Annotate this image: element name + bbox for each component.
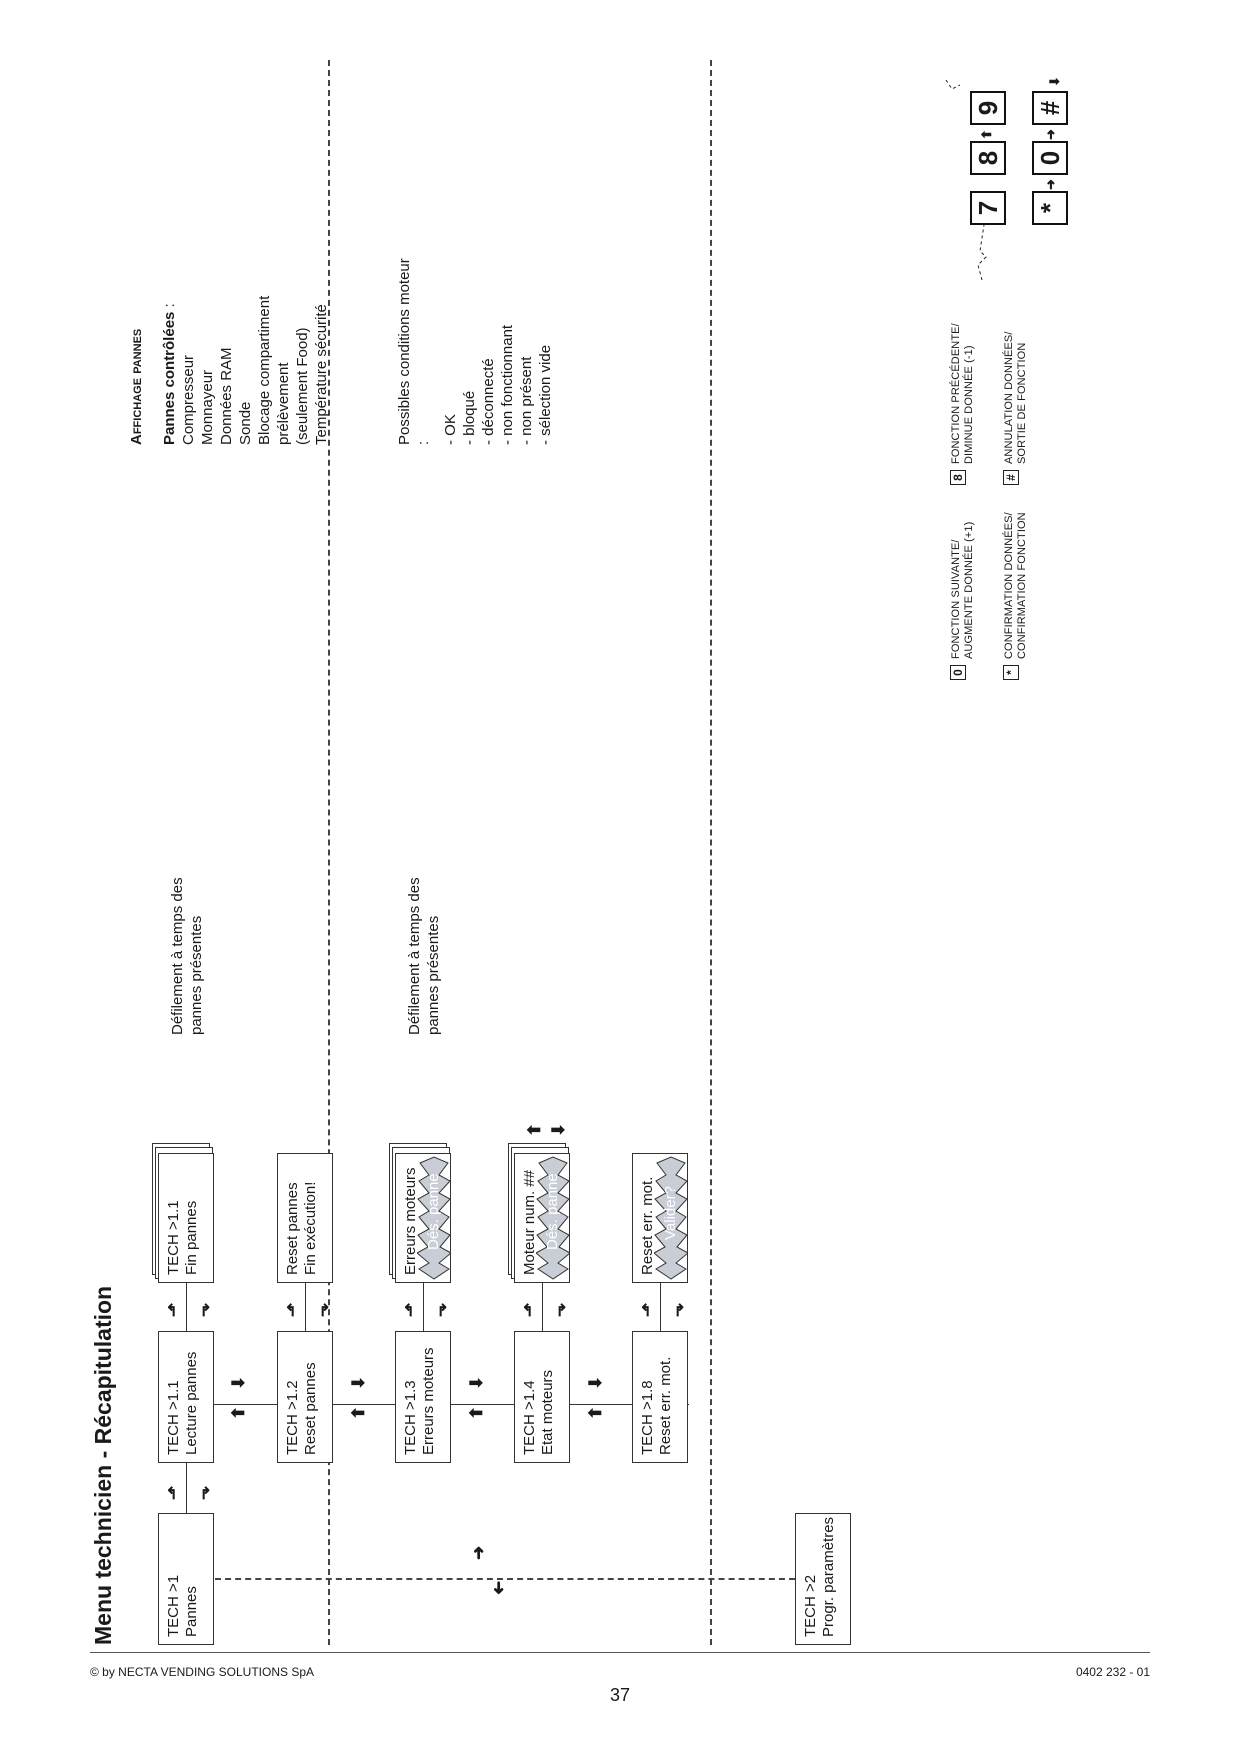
box-line: Pannes — [183, 1586, 200, 1637]
result-box-2 — [277, 1153, 333, 1283]
arrow-down-icon: ⬎ — [194, 1302, 213, 1317]
box-line: Fin pannes — [183, 1200, 200, 1275]
arrow-down-icon: ⬇ — [586, 1375, 605, 1390]
footer-rule — [90, 1652, 1150, 1653]
legend-line: FONCTION SUIVANTE/ — [950, 539, 962, 659]
arrow-up-icon: ⬆ — [467, 1405, 486, 1420]
box-line: TECH >1.1 — [165, 1380, 182, 1455]
arrow-right-icon: ➜ — [1043, 179, 1058, 190]
pannes-item: Compresseur — [180, 354, 197, 445]
divider-dashed-2 — [710, 60, 712, 1645]
legend-line: ANNULATION DONNÉES/ — [1003, 331, 1015, 464]
arrow-up-icon: ⬆ — [979, 129, 994, 140]
rotated-diagram — [90, 60, 1150, 1645]
legend-line: DIMINUE DONNÉE (-1) — [963, 345, 975, 464]
motor-title: : — [415, 440, 432, 445]
key-0-icon: 0 — [950, 665, 966, 680]
page-title: Menu technicien - Récapitulation — [90, 1285, 116, 1645]
arrow-down-icon: ⬇ — [549, 1122, 568, 1137]
arrow-right-icon: ➜ — [469, 1545, 488, 1560]
key-8-icon: 8 — [970, 141, 1006, 175]
note-scroll-1 — [168, 877, 206, 1035]
legend-line: CONFIRMATION FONCTION — [1016, 512, 1028, 659]
arrow-up-icon: ⬏ — [164, 1485, 183, 1500]
box-line: TECH >2 — [802, 1574, 819, 1637]
key-9-icon: 9 — [970, 91, 1006, 125]
menu-box-tech2[interactable] — [795, 1513, 851, 1645]
note-line: Défilement à temps des — [406, 877, 423, 1035]
legend-line: AUGMENTE DONNÉE (+1) — [963, 521, 975, 659]
box-line: Progr. paramètres — [820, 1516, 837, 1637]
pannes-item: Blocage compartiment — [256, 295, 273, 445]
pannes-item: prélèvement — [275, 362, 292, 445]
box-line: TECH >1 — [165, 1574, 182, 1637]
key-7-icon: 7 — [970, 191, 1006, 225]
note-scroll-2 — [405, 877, 443, 1035]
pannes-label: Pannes contrôlées — [161, 311, 178, 445]
pannes-item: Sonde — [237, 401, 254, 445]
motor-item: - déconnecté — [480, 358, 497, 445]
legend-line: FONCTION PRÉCÉDENTE/ — [950, 323, 962, 464]
legend-line: CONFIRMATION DONNÉES/ — [1003, 512, 1015, 659]
menu-box-tech1[interactable] — [158, 1513, 214, 1645]
motor-item: - OK — [442, 414, 459, 445]
menu-box-tech1-1[interactable] — [158, 1331, 214, 1463]
menu-box-tech1-4[interactable] — [514, 1331, 570, 1463]
menu-box-tech1-2[interactable] — [277, 1331, 333, 1463]
box-line: Reset err. mot. — [639, 1176, 656, 1275]
legend-item-next — [950, 522, 976, 680]
key-hash-icon: # — [1003, 470, 1019, 485]
motor-title: Possibles conditions moteur — [396, 258, 413, 445]
box-line: TECH >1.3 — [402, 1380, 419, 1455]
pannes-item: Données RAM — [218, 347, 235, 445]
box-line: Reset pannes — [284, 1182, 301, 1275]
flash-text: Valider? — [662, 1186, 679, 1240]
pannes-item: Monnayeur — [199, 369, 216, 445]
arrow-down-icon: ⬇ — [1047, 76, 1062, 87]
box-line: Erreurs moteurs — [420, 1347, 437, 1455]
motor-item: - sélection vide — [537, 344, 554, 445]
menu-box-tech1-3[interactable] — [395, 1331, 451, 1463]
legend-item-prev — [950, 323, 976, 485]
doc-code: 0402 232 - 01 — [1075, 1665, 1150, 1679]
arrow-up-icon: ⬆ — [349, 1405, 368, 1420]
key-0-icon: 0 — [1032, 141, 1068, 175]
arrow-down-icon: ⬇ — [349, 1375, 368, 1390]
box-line: TECH >1.8 — [639, 1380, 656, 1455]
box-line: Erreurs moteurs — [402, 1167, 419, 1275]
box-line: TECH >1.2 — [284, 1380, 301, 1455]
note-line: pannes présentes — [425, 915, 442, 1035]
box-line: Etat moteurs — [539, 1369, 556, 1455]
key-star-icon: * — [1003, 665, 1019, 680]
connector — [186, 1463, 187, 1513]
motor-conditions — [395, 258, 555, 445]
arrow-down-icon: ⬎ — [313, 1302, 332, 1317]
box-line: Lecture pannes — [183, 1351, 200, 1455]
motor-item: - non fonctionnant — [499, 324, 516, 445]
legend-item-confirm — [1003, 512, 1029, 680]
motor-item: - non présent — [518, 356, 535, 445]
flash-text: Dés. panne — [544, 1173, 561, 1250]
box-line: TECH >1.1 — [165, 1200, 182, 1275]
section-title-affichage: Affichage pannes — [128, 328, 145, 445]
pannes-item: Température sécurité — [313, 304, 330, 445]
menu-box-tech1-8[interactable] — [632, 1331, 688, 1463]
key-star-icon: * — [1032, 191, 1068, 225]
box-line: Moteur num. ## — [521, 1169, 538, 1275]
legend-line: SORTIE DE FONCTION — [1016, 342, 1028, 464]
box-line: TECH >1.4 — [521, 1380, 538, 1455]
box-line: Reset err. mot. — [657, 1356, 674, 1455]
arrow-up-icon: ⬏ — [638, 1302, 657, 1317]
page-number: 37 — [609, 1685, 631, 1705]
connector — [305, 1283, 306, 1331]
note-line: pannes présentes — [188, 915, 205, 1035]
arrow-up-icon: ⬆ — [229, 1405, 248, 1420]
connector — [186, 1283, 187, 1331]
arrow-down-icon: ⬎ — [431, 1302, 450, 1317]
connector — [542, 1283, 543, 1331]
key-8-icon: 8 — [950, 470, 966, 485]
connector-dashed-main — [215, 1578, 795, 1580]
footer-copyright: © by NECTA VENDING SOLUTIONS SpA — [90, 1665, 315, 1679]
legend-item-cancel — [1003, 332, 1029, 486]
arrow-up-icon: ⬏ — [164, 1302, 183, 1317]
note-line: Défilement à temps des — [169, 877, 186, 1035]
arrow-up-icon: ⬏ — [283, 1302, 302, 1317]
motor-item: - bloqué — [461, 390, 478, 445]
pannes-item: (seulement Food) — [294, 327, 311, 445]
arrow-down-icon: ⬎ — [550, 1302, 569, 1317]
pannes-list — [160, 296, 331, 445]
box-line: Reset pannes — [302, 1362, 319, 1455]
page-content — [90, 60, 1150, 1645]
arrow-up-icon: ⬏ — [401, 1302, 420, 1317]
arrow-up-icon: ⬆ — [525, 1122, 544, 1137]
result-box-1 — [158, 1153, 214, 1283]
pannes-colon: : — [161, 303, 178, 312]
arrow-down-icon: ⬎ — [194, 1485, 213, 1500]
arrow-right-icon: ➜ — [1043, 129, 1058, 140]
arrow-down-icon: ⬇ — [467, 1375, 486, 1390]
flash-text: Dés. panne — [425, 1173, 442, 1250]
box-line: Fin exécution! — [302, 1181, 319, 1275]
key-hash-icon: # — [1032, 91, 1068, 125]
connector — [423, 1283, 424, 1331]
arrow-left-icon: ➜ — [489, 1580, 508, 1595]
arrow-down-icon: ⬎ — [668, 1302, 687, 1317]
arrow-down-icon: ⬇ — [229, 1375, 248, 1390]
arrow-up-icon: ⬆ — [586, 1405, 605, 1420]
arrow-up-icon: ⬏ — [520, 1302, 539, 1317]
connector — [660, 1283, 661, 1331]
